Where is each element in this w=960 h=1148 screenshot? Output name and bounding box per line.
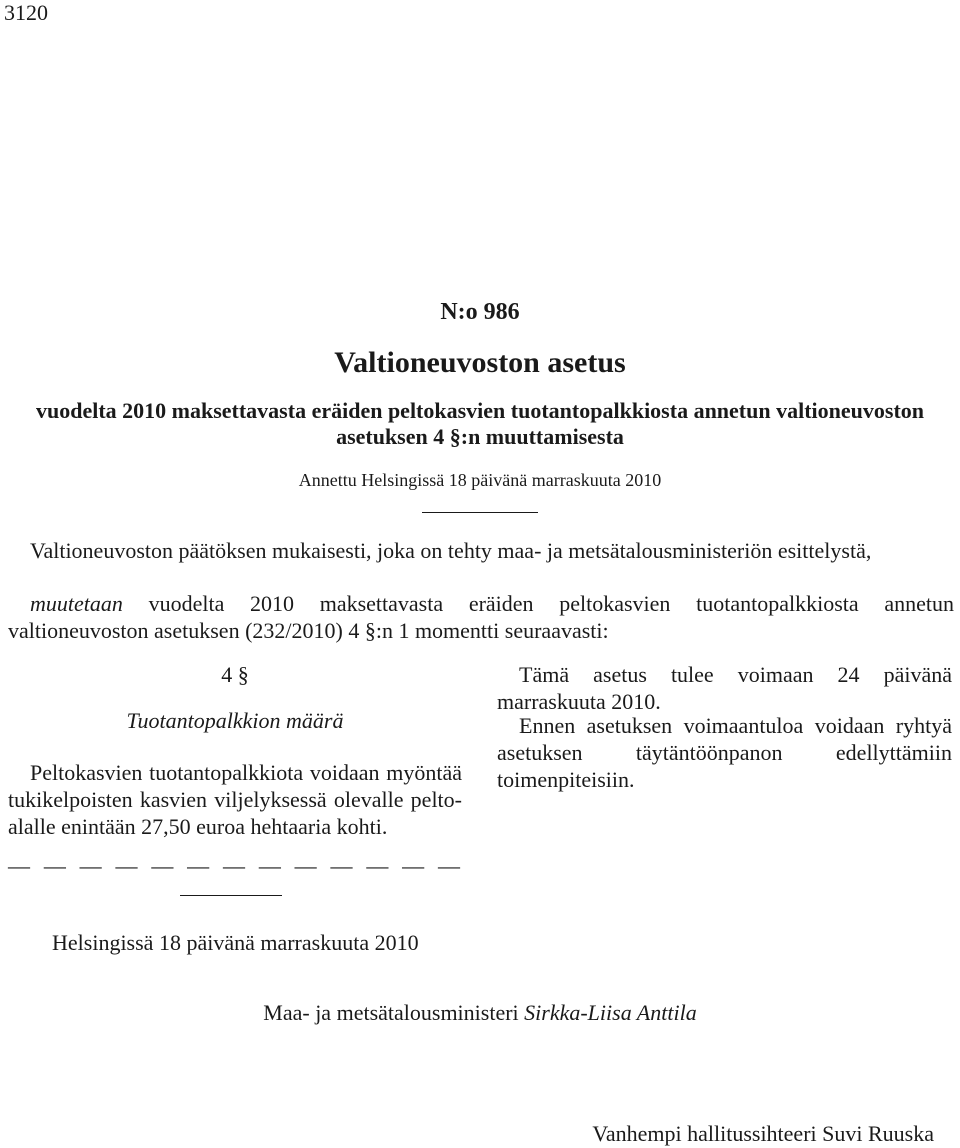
amendment-text: vuodelta 2010 maksettavasta eräiden peltokasvien tuotantopalkkiosta annetun valtioneuvoston asetuksen (232/2010) 4 §:n 1 momentti seuraavasti: [8, 591, 954, 643]
document-title: Valtioneuvoston asetus [334, 346, 626, 379]
amendment-paragraph [8, 590, 954, 644]
minister-title: Maa- ja metsätalousministeri [263, 1000, 519, 1025]
entry-into-force-paragraph: Tämä asetus tulee voimaan 24 päivänä marraskuuta 2010. [497, 662, 952, 714]
signature-place-date: Helsingissä 18 päivänä marraskuuta 2010 [52, 930, 419, 955]
page-number: 3120 [4, 0, 48, 25]
omission-dashes: — — — — — — — — — — — — — [8, 853, 462, 878]
document-number: N:o 986 [440, 299, 520, 325]
section-heading: Tuotantopalkkion määrä [126, 708, 344, 733]
section-end-divider [180, 895, 282, 896]
minister-name: Sirkka-Liisa Anttila [524, 1000, 697, 1025]
minister-signature [0, 999, 960, 1026]
section-body: Peltokasvien tuotantopalkkiota voidaan myöntää tukikelpoisten kasvien viljelyksessä olevalle pelto-alalle enintään 27,50 euroa hehtaaria kohti. [8, 760, 462, 839]
header-divider [422, 512, 538, 513]
prior-measures-paragraph: Ennen asetuksen voimaantuloa voidaan ryhtyä asetuksen täytäntöönpanon edellyttämiin toimenpiteisiin. [497, 713, 952, 792]
preamble-paragraph: Valtioneuvoston päätöksen mukaisesti, joka on tehty maa- ja metsätalousministeriön esittelystä, [30, 538, 872, 563]
section-number: 4 § [221, 662, 249, 687]
amendment-lead-word: muutetaan [30, 591, 123, 616]
secretary-signature: Vanhempi hallitussihteeri Suvi Ruuska [592, 1121, 934, 1146]
issued-date: Annettu Helsingissä 18 päivänä marraskuuta 2010 [298, 470, 662, 490]
document-subtitle: vuodelta 2010 maksettavasta eräiden peltokasvien tuotantopalkkiosta annetun valtioneuvoston asetuksen 4 §:n muuttamisesta [35, 398, 925, 449]
